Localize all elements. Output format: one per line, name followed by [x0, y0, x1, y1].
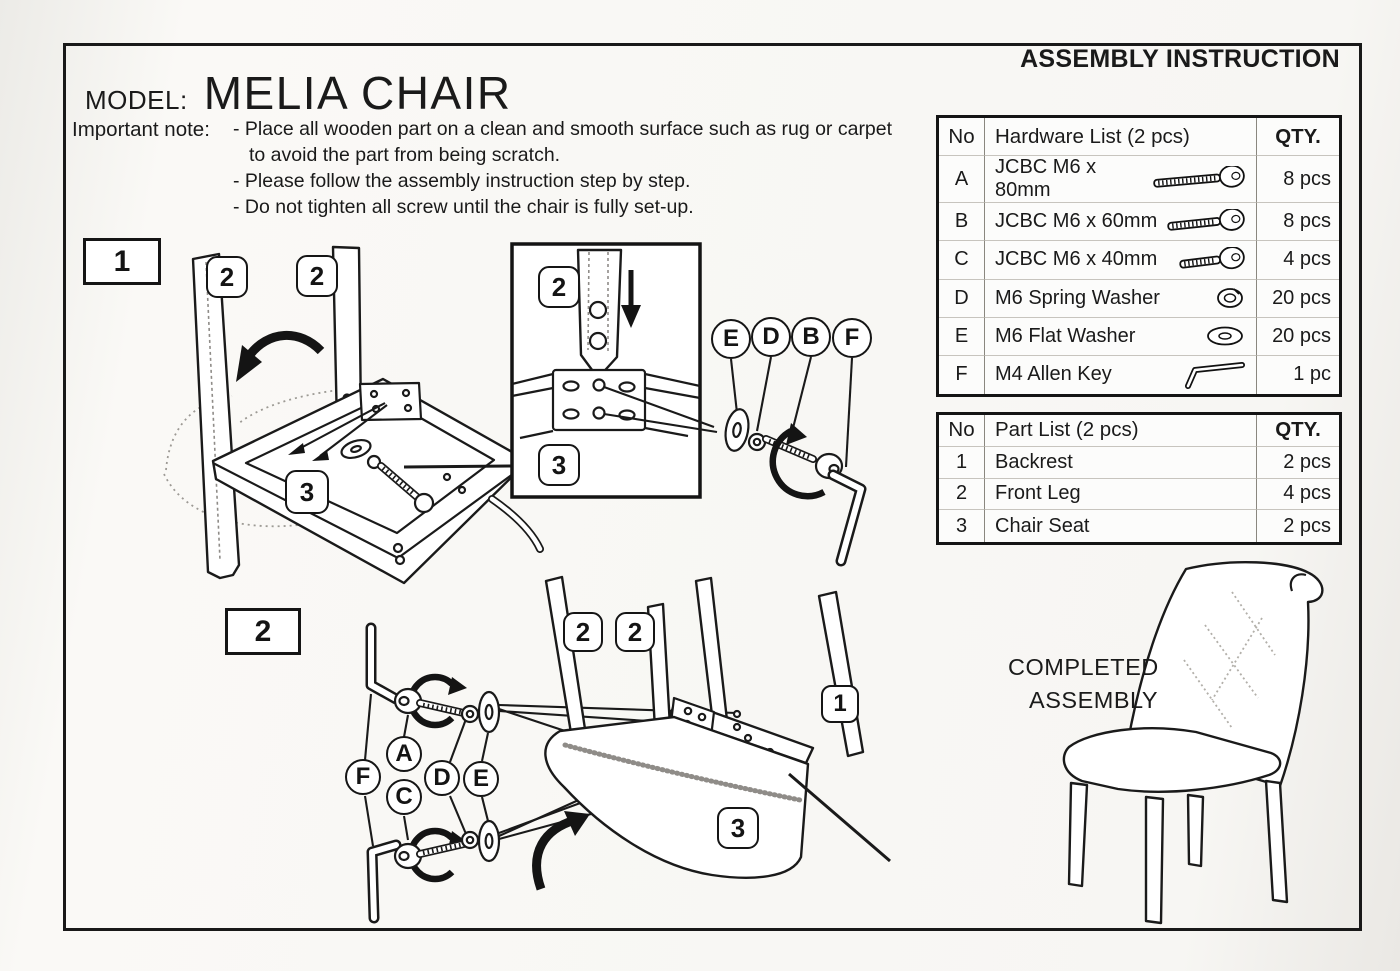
part-header-no: No: [939, 415, 985, 447]
part-row-name: Chair Seat: [985, 510, 1257, 542]
hardware-row-qty: 8 pcs: [1257, 203, 1339, 241]
part-row-qty: 2 pcs: [1283, 514, 1331, 537]
callout-bolt-80mm: A: [386, 736, 422, 772]
step1-front-leg-left: [193, 254, 239, 578]
hardware-row-name: M6 Flat Washer: [985, 318, 1257, 356]
part-row-name: Front Leg: [985, 479, 1257, 511]
completed-chair-drawing: [1064, 562, 1322, 923]
note-line: - Place all wooden part on a clean and smooth surface such as rug or carpet to avoid the part from being scratch.: [233, 118, 893, 167]
callout-flat-washer: E: [711, 319, 751, 359]
note-line: - Please follow the assembly instruction step by step.: [233, 170, 691, 193]
rotate-arrow-icon: [249, 335, 321, 356]
part-row-no: 2: [939, 479, 985, 511]
flat-washer-icon: [1202, 323, 1248, 349]
inset-seat-label: 3: [538, 444, 580, 486]
model-label: MODEL:: [85, 85, 188, 115]
hardware-row-name: M6 Spring Washer: [985, 280, 1257, 318]
part-header-name: Part List (2 pcs): [985, 415, 1257, 447]
important-note-label: Important note:: [72, 118, 210, 141]
note-line: - Do not tighten all screw until the chair is fully set-up.: [233, 196, 694, 219]
hardware-header-no: No: [939, 118, 985, 156]
hardware-row-no: C: [939, 241, 985, 279]
bolt-80mm-icon: [1152, 166, 1248, 192]
completed-assembly-caption: [1008, 651, 1158, 717]
inset-leg-label: 2: [538, 266, 580, 308]
hardware-list-table: [936, 115, 1342, 397]
hardware-header-qty: QTY.: [1257, 118, 1339, 156]
callout-allen-key: F: [832, 318, 872, 358]
hardware-row-qty: 1 pc: [1293, 363, 1331, 386]
step2-number-box: 2: [225, 608, 301, 655]
page-title: ASSEMBLY INSTRUCTION: [1020, 45, 1340, 73]
hardware-row-name: JCBC M6 x 80mm: [985, 156, 1257, 203]
step2-seat-label: 3: [717, 807, 759, 849]
part-row-qty: 2 pcs: [1257, 447, 1339, 479]
step2-leg-label-left: 2: [563, 612, 603, 652]
completed-line2: ASSEMBLY: [1029, 686, 1158, 713]
callout-bolt-40mm: C: [386, 779, 422, 815]
spring-washer-icon: [1212, 285, 1248, 311]
callout-allen-key: F: [345, 759, 381, 795]
bolt-40mm-icon: [1178, 247, 1248, 273]
important-notes: [233, 116, 895, 221]
hardware-row-no: B: [939, 203, 985, 241]
bolt-60mm-icon: [1166, 209, 1248, 235]
step1-number-box: 1: [83, 238, 161, 285]
callout-bolt-60mm: B: [791, 317, 831, 357]
hardware-row-no: A: [939, 156, 985, 203]
hardware-row-no: F: [939, 356, 985, 394]
part-header-qty: QTY.: [1257, 415, 1339, 447]
completed-line1: COMPLETED: [1008, 654, 1159, 680]
part-list-table: [936, 412, 1342, 545]
model-name: MELIA CHAIR: [203, 67, 512, 119]
hardware-row-name: JCBC M6 x 40mm: [985, 241, 1257, 279]
part-row-qty: 4 pcs: [1257, 479, 1339, 511]
hardware-row-qty: 8 pcs: [1257, 156, 1339, 203]
part-row-name: Backrest: [985, 447, 1257, 479]
step1-leg-label-left: 2: [206, 256, 248, 298]
step1-seat-label: 3: [285, 470, 329, 514]
part-row-no: 1: [939, 447, 985, 479]
hardware-row-no: E: [939, 318, 985, 356]
step1-leg-label-right: 2: [296, 255, 338, 297]
callout-flat-washer: E: [463, 761, 499, 797]
hardware-row-no: D: [939, 280, 985, 318]
allen-key-icon: [1182, 360, 1248, 390]
step1-hardware-callout: [723, 357, 861, 561]
hardware-row-qty: 20 pcs: [1257, 280, 1339, 318]
hardware-row-name: JCBC M6 x 60mm: [985, 203, 1257, 241]
step2-leg-label-right: 2: [615, 612, 655, 652]
step2-backrest-label: 1: [821, 685, 859, 723]
hardware-header-name: Hardware List (2 pcs): [985, 118, 1257, 156]
hardware-row-qty: 4 pcs: [1257, 241, 1339, 279]
callout-spring-washer: D: [751, 317, 791, 357]
model-line: [85, 66, 512, 120]
hardware-row-name: M4 Allen Key: [985, 356, 1257, 394]
hardware-row-qty: 20 pcs: [1257, 318, 1339, 356]
callout-spring-washer: D: [424, 760, 460, 796]
rotate-arrow-icon: [537, 820, 575, 889]
part-row-no: 3: [939, 510, 985, 542]
